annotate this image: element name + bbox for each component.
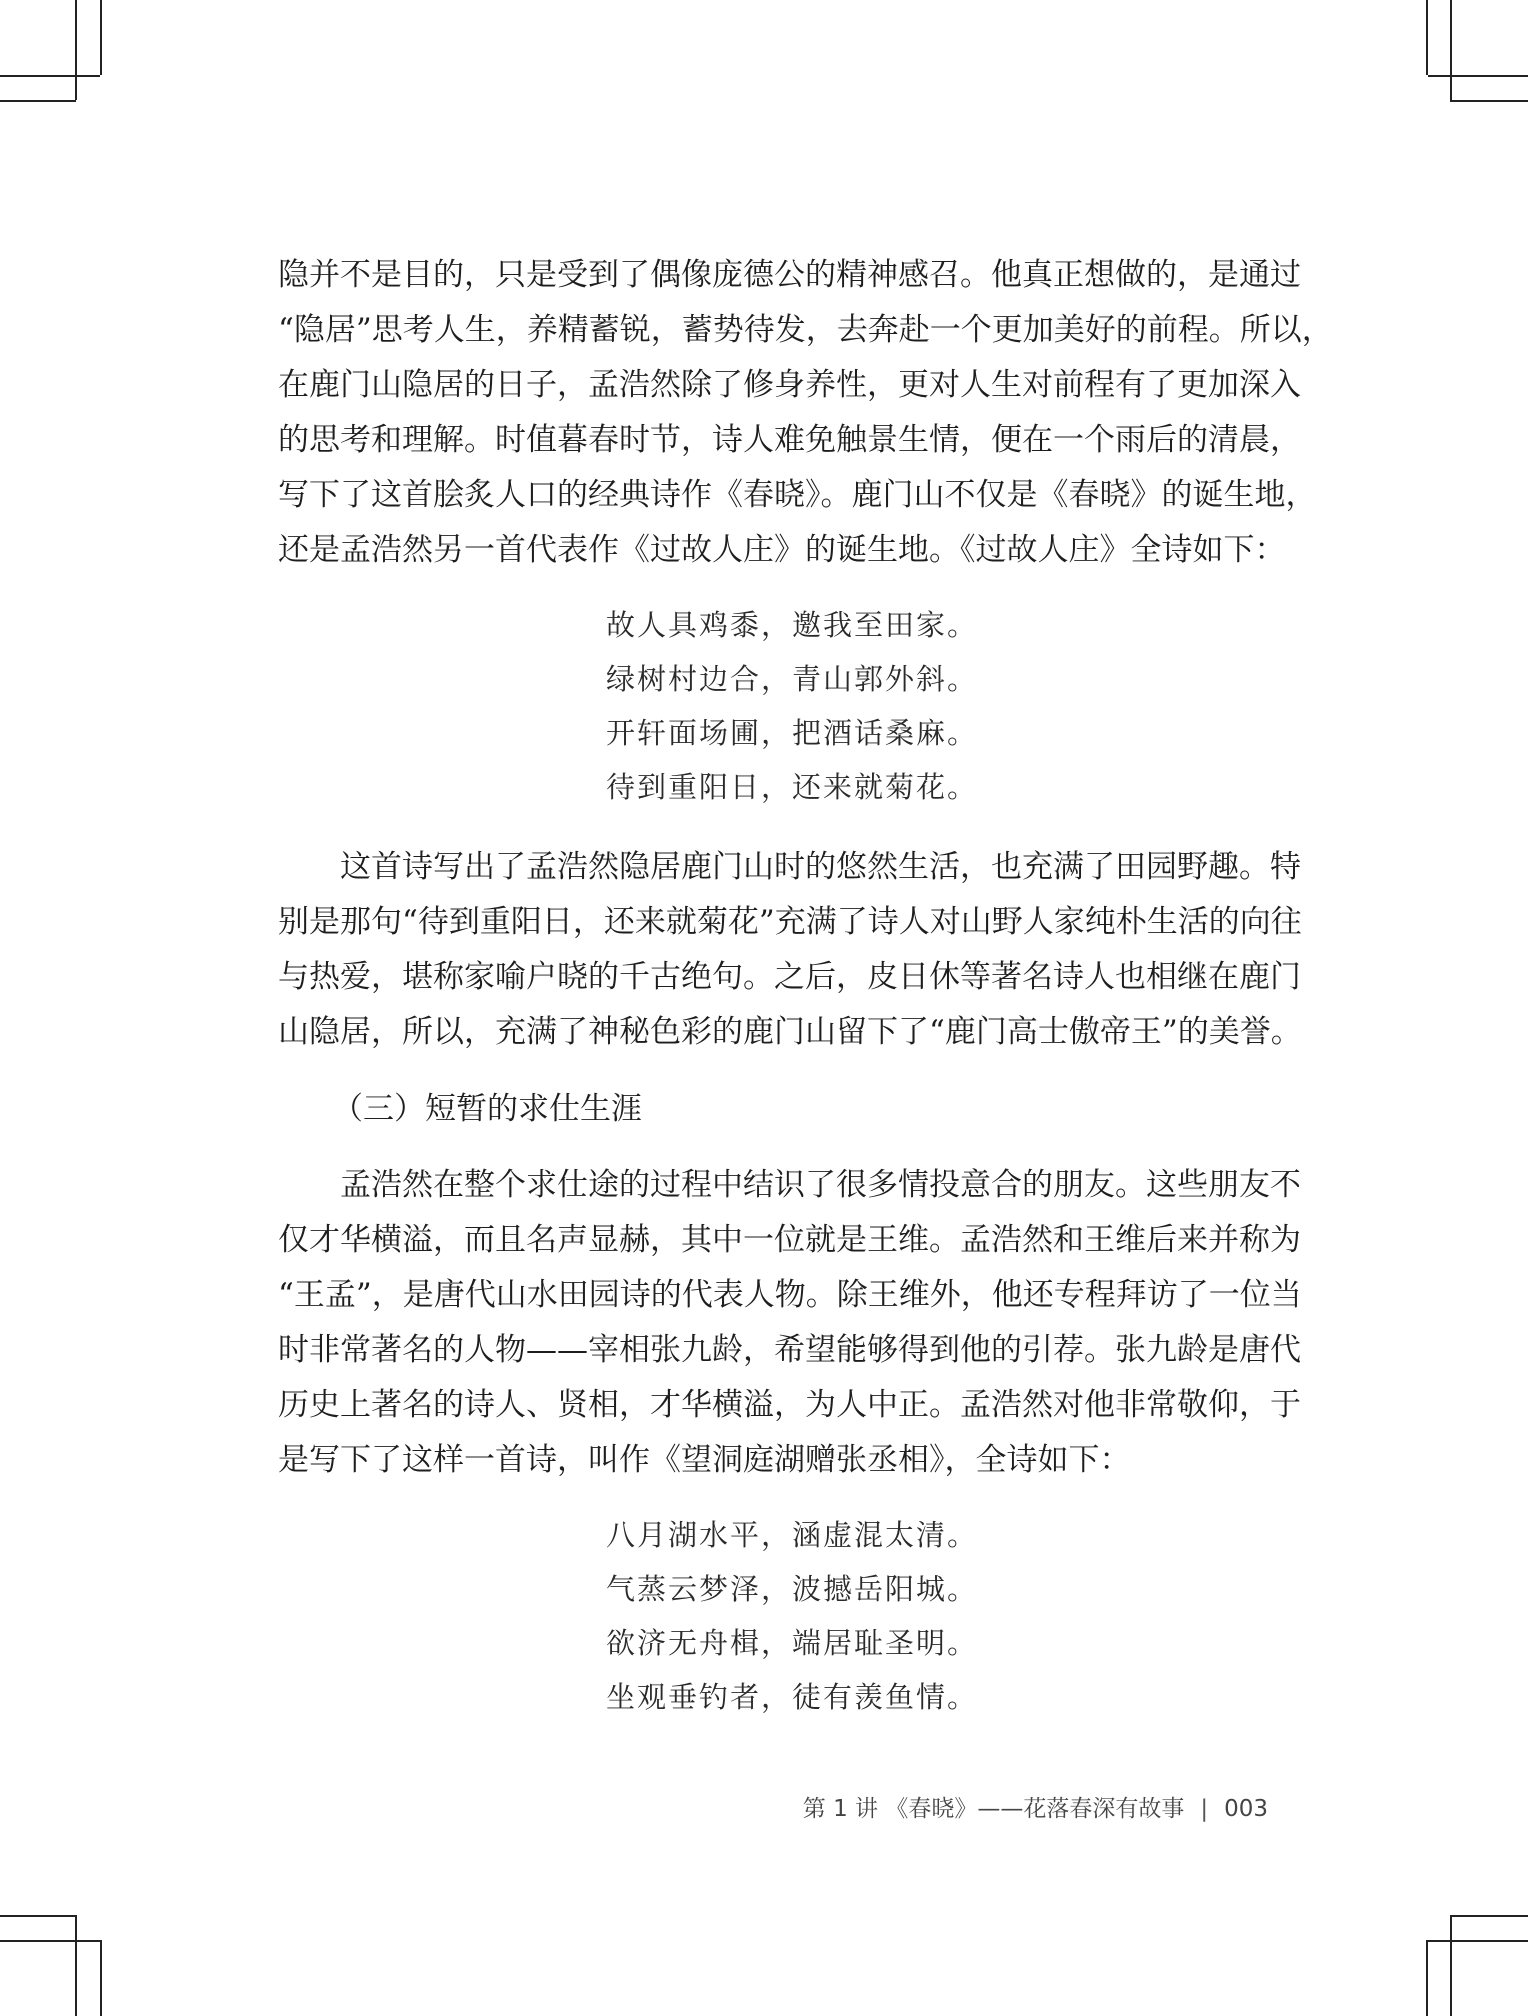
text-line: 这首诗写出了孟浩然隐居鹿门山时的悠然生活，也充满了田园野趣。特 (340, 849, 1301, 885)
crop-mark (1450, 1915, 1452, 2016)
poem-line: 坐观垂钓者，徒有羡鱼情。 (606, 1680, 979, 1714)
text-line: “隐居”思考人生，养精蓄锐，蓄势待发，去奔赴一个更加美好的前程。所以， (278, 312, 1333, 348)
text-line: 隐并不是目的，只是受到了偶像庞德公的精神感召。他真正想做的，是通过 (278, 257, 1301, 293)
poem-line: 绿树村边合，青山郭外斜。 (606, 662, 979, 696)
text-line: 与热爱，堪称家喻户晓的千古绝句。之后，皮日休等著名诗人也相继在鹿门 (278, 959, 1301, 995)
text-line: 时非常著名的人物——宰相张九龄，希望能够得到他的引荐。张九龄是唐代 (278, 1332, 1301, 1368)
crop-mark (1428, 75, 1528, 77)
poem-block (606, 598, 1026, 814)
poem-line: 欲济无舟楫，端居耻圣明。 (606, 1626, 979, 1660)
crop-mark (0, 100, 76, 102)
crop-mark (75, 1915, 77, 2016)
crop-mark (1450, 100, 1528, 102)
text-line: 还是孟浩然另一首代表作《过故人庄》的诞生地。《过故人庄》全诗如下： (278, 532, 1286, 568)
crop-mark (75, 0, 77, 100)
crop-mark (0, 1940, 100, 1942)
crop-mark (0, 1915, 76, 1917)
footer-separator: | (1200, 1796, 1209, 1822)
section-heading: （三）短暂的求仕生涯 (332, 1091, 642, 1127)
crop-mark (1428, 1940, 1528, 1942)
body-paragraph (278, 1158, 1302, 1488)
page-number: 003 (1224, 1796, 1268, 1822)
body-paragraph (278, 248, 1333, 578)
crop-mark (100, 1940, 102, 2016)
text-line: 历史上著名的诗人、贤相，才华横溢，为人中正。孟浩然对他非常敬仰，于 (278, 1387, 1301, 1423)
body-paragraph (278, 840, 1302, 1060)
text-line: 在鹿门山隐居的日子，孟浩然除了修身养性，更对人生对前程有了更加深入 (278, 367, 1301, 403)
poem-line: 开轩面场圃，把酒话桑麻。 (606, 716, 979, 750)
crop-mark (1450, 0, 1452, 100)
crop-mark (1450, 1915, 1528, 1917)
poem-line: 气蒸云梦泽，波撼岳阳城。 (606, 1572, 979, 1606)
crop-mark (1426, 0, 1428, 75)
poem-line: 待到重阳日，还来就菊花。 (606, 770, 979, 804)
text-line: 别是那句“待到重阳日，还来就菊花”充满了诗人对山野人家纯朴生活的向往 (278, 904, 1302, 940)
poem-block (606, 1508, 1026, 1724)
text-line: 的思考和理解。时值暮春时节，诗人难免触景生情，便在一个雨后的清晨， (278, 422, 1301, 458)
text-line: 山隐居，所以，充满了神秘色彩的鹿门山留下了“鹿门高士傲帝王”的美誉。 (278, 1014, 1302, 1050)
poem-line: 故人具鸡黍，邀我至田家。 (606, 608, 979, 642)
text-line: 仅才华横溢，而且名声显赫，其中一位就是王维。孟浩然和王维后来并称为 (278, 1222, 1301, 1258)
crop-mark (0, 75, 100, 77)
text-line: 写下了这首脍炙人口的经典诗作《春晓》。鹿门山不仅是《春晓》的诞生地， (278, 477, 1317, 513)
chapter-title: 第 1 讲 《春晓》——花落春深有故事 (802, 1796, 1185, 1822)
text-line: “王孟”，是唐代山水田园诗的代表人物。除王维外，他还专程拜访了一位当 (278, 1277, 1302, 1313)
text-line: 孟浩然在整个求仕途的过程中结识了很多情投意合的朋友。这些朋友不 (340, 1167, 1301, 1203)
page-footer (803, 1790, 1268, 1823)
text-line: 是写下了这样一首诗，叫作《望洞庭湖赠张丞相》，全诗如下： (278, 1442, 1131, 1478)
crop-mark (1426, 1940, 1428, 2016)
crop-mark (100, 0, 102, 75)
poem-line: 八月湖水平，涵虚混太清。 (606, 1518, 979, 1552)
